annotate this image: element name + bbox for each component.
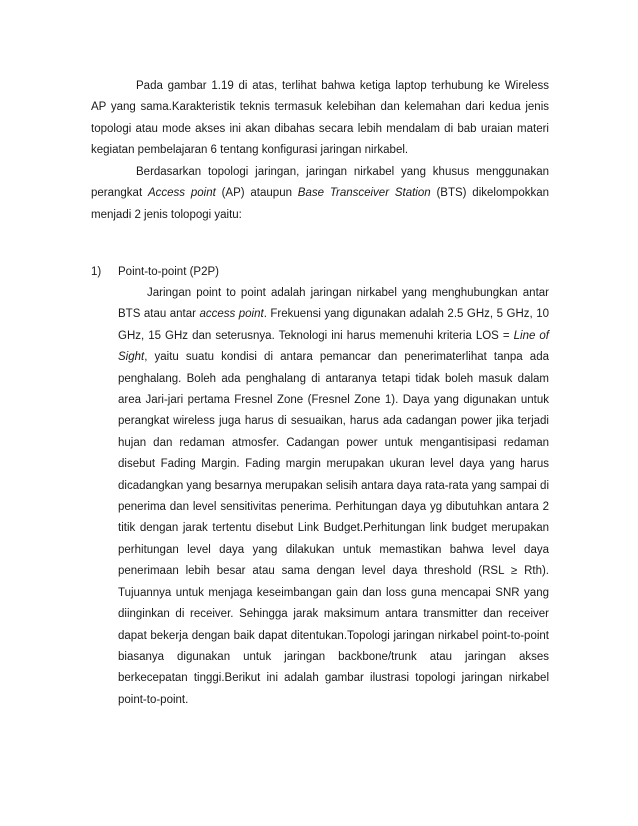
term-access-point: Access point (147, 187, 216, 200)
list-heading-text: Point-to-point (P2P) (118, 266, 219, 278)
list-item-heading (91, 262, 219, 283)
term-access-point-italic: access point (199, 308, 264, 321)
paragraph-p2p-text (118, 283, 549, 711)
paragraph-topology-text-2: (AP) ataupun (215, 187, 298, 200)
paragraph-p2p-body (118, 283, 549, 711)
paragraph-intro (91, 76, 549, 161)
p2p-text-1: Jaringan point to point adalah jaringan nirkabel yang menghubungkan antar BTS atau antar (118, 287, 549, 321)
paragraph-topology-text-1: Berdasarkan topologi jaringan, jaringan nirkabel yang khusus menggunakan perangkat (91, 166, 549, 200)
paragraph-intro-text: Pada gambar 1.19 di atas, terlihat bahwa ketiga laptop terhubung ke Wireless AP yang sama.Karakteristik teknis termasuk kelebihan dan kelemahan dari kedua jenis topologi atau mode akses ini akan dibahas secara lebih mendalam di bab uraian materi kegiatan pembelajaran 6 tentang konfigurasi jaringan nirkabel. (91, 80, 549, 156)
list-number: 1) (91, 266, 102, 278)
paragraph-topology-text-3: (BTS) dikelompokkan menjadi 2 jenis tolopogi yaitu: (91, 187, 550, 221)
p2p-text-3: , yaitu suatu kondisi di antara pemancar dan penerimaterlihat tanpa ada penghalang. Boleh ada penghalang di antaranya tetapi tidak boleh masuk dalam area Jari-jari pertama Fresnel Zone (Fresnel Zone 1). Daya yang digunakan untuk perangkat wireless juga harus di sesuaikan, harus ada cadangan power jika terjadi hujan dan redaman atmosfer. Cadangan power untuk mengantisipasi redaman disebut Fading Margin. Fading margin merupakan ukuran level daya yang harus dicadangkan yang besarnya merupakan selisih antara daya rata-rata yang sampai di penerima dan level sensitivitas penerima. Perhitungan daya yg dibutuhkan antara 2 titik dengan jarak tertentu disebut Link Budget.Perhitungan link budget merupakan perhitungan level daya yang dilakukan untuk memastikan bahwa level daya penerimaan lebih besar atau sama dengan level daya threshold (RSL ≥ Rth). Tujuannya untuk menjaga keseimbangan gain dan loss guna mencapai SNR yang diinginkan di receiver. Sehingga jarak maksimum antara transmitter dan receiver dapat bekerja dengan baik dapat ditentukan.Topologi jaringan nirkabel point-to-point biasanya digunakan untuk jaringan backbone/trunk atau jaringan akses berkecepatan tinggi.Berikut ini adalah gambar ilustrasi topologi jaringan nirkabel point-to-point. (118, 351, 549, 706)
p2p-text-2: . Frekuensi yang digunakan adalah 2.5 GHz, 5 GHz, 10 GHz, 15 GHz dan seterusnya. Teknologi ini harus memenuhi kriteria LOS = (118, 308, 549, 342)
term-bts: Base Transceiver Station (297, 187, 431, 200)
paragraph-topology (91, 162, 549, 226)
term-line-of-sight: Line of Sight (118, 329, 549, 364)
